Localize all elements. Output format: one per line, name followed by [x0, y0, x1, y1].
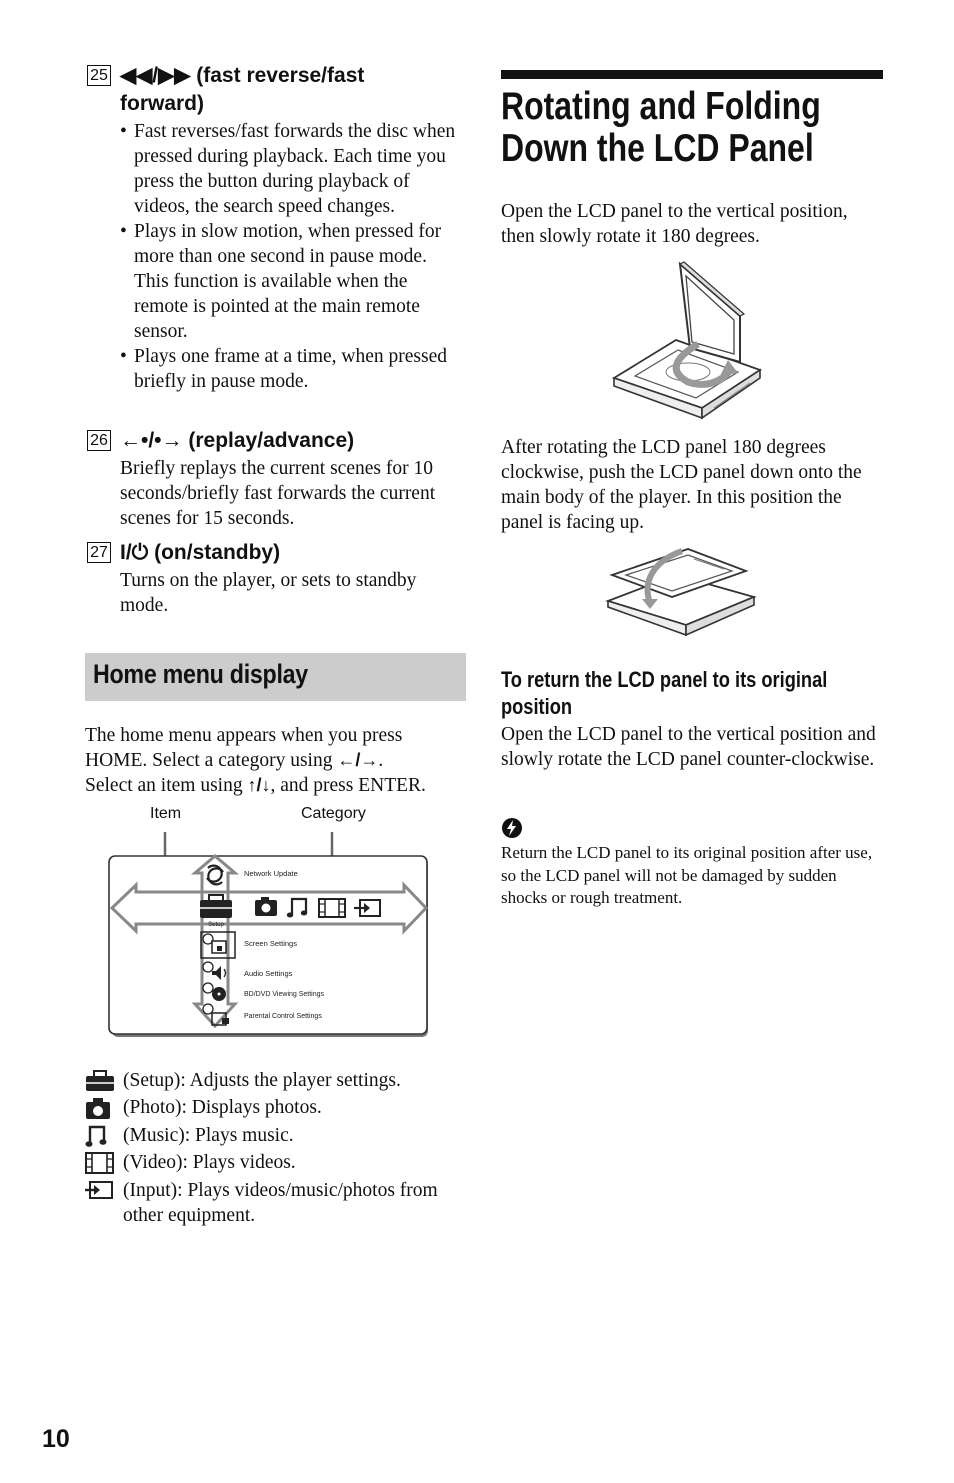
network-update-label: Network Update	[244, 869, 298, 878]
home-menu-screen-diagram	[108, 828, 432, 1040]
home-menu-section-header	[85, 653, 466, 701]
rotating-para-2: After rotating the LCD panel 180 degrees clockwise, push the LCD panel down onto the main body of the player. In this position the panel is facing up.	[501, 437, 862, 533]
page-title-line: Rotating and Folding	[501, 85, 821, 128]
section-title: Home menu display	[93, 659, 308, 689]
item-26-heading	[87, 427, 467, 455]
intro-line: The home menu appears when you press	[85, 725, 403, 746]
intro-line	[85, 748, 475, 773]
diagram-label-category: Category	[301, 805, 366, 822]
item-25-title-line2: forward)	[120, 92, 204, 115]
list-item: • Plays one frame at a time, when pressed briefly in pause mode.	[120, 344, 465, 394]
item-25-heading	[87, 62, 467, 118]
diagram-label-item: Item	[150, 805, 182, 822]
item-27-text: Turns on the player, or sets to standby mode.	[120, 570, 417, 616]
setup-icon	[85, 1069, 115, 1093]
rotating-para-1: Open the LCD panel to the vertical position, then slowly rotate it 180 degrees.	[501, 201, 848, 247]
page-number: 10	[42, 1425, 70, 1453]
legend-text: (Photo): Displays photos.	[123, 1097, 322, 1118]
legend-photo	[85, 1095, 470, 1120]
intro-line	[85, 773, 475, 798]
input-icon	[85, 1179, 115, 1203]
player-fold-illustration	[604, 545, 759, 645]
item-26-title: ←•/•→ (replay/advance)	[120, 429, 355, 452]
legend-video	[85, 1150, 470, 1175]
menu-item-screen-settings: Screen Settings	[244, 939, 297, 948]
legend-setup	[85, 1068, 470, 1093]
item-26-text: Briefly replays the current scenes for 10 seconds/briefly fast forwards the current scenes for 15 seconds.	[120, 458, 436, 529]
item-25-title-line1: ◀◀/▶▶ (fast reverse/fast	[120, 64, 365, 87]
note-text: Return the LCD panel to its original position after use, so the LCD panel will not be damaged by sudden shocks or rough treatment.	[501, 843, 873, 907]
list-item: • Fast reverses/fast forwards the disc when pressed during playback. Each time you press the button during playback of videos, the search speed changes.	[120, 119, 465, 219]
page-title-line: Down the LCD Panel	[501, 127, 814, 170]
video-icon	[85, 1151, 115, 1175]
page-title	[501, 86, 886, 170]
item-25-bullets	[120, 119, 465, 394]
item-number-box: 27	[87, 542, 111, 563]
item-27-heading	[87, 539, 467, 567]
legend-text: (Setup): Adjusts the player settings.	[123, 1070, 401, 1091]
rotating-para-3: Open the LCD panel to the vertical position and slowly rotate the LCD panel counter-clockwise.	[501, 724, 876, 770]
intro-text: HOME. Select a category using	[85, 750, 338, 771]
item-number-box: 26	[87, 430, 111, 451]
photo-icon	[85, 1096, 115, 1120]
up-down-arrows: ↑/↓	[247, 775, 271, 795]
left-right-arrows: ←/→	[337, 750, 379, 770]
menu-item-audio-settings: Audio Settings	[244, 969, 293, 978]
legend-text: (Input): Plays videos/music/photos from other equipment.	[123, 1180, 438, 1226]
intro-text: , and press ENTER.	[270, 775, 426, 796]
item-27-title: I/⏻ (on/standby)	[120, 541, 281, 564]
legend-text: (Music): Plays music.	[123, 1125, 294, 1146]
title-rule	[501, 70, 883, 79]
setup-label: Setup	[208, 922, 224, 928]
legend-input	[85, 1178, 470, 1228]
player-rotate-illustration	[610, 258, 765, 423]
legend-text: (Video): Plays videos.	[123, 1152, 296, 1173]
item-number-box: 25	[87, 65, 111, 86]
menu-item-parental-control-settings: Parental Control Settings	[244, 1013, 322, 1020]
return-panel-subheading: To return the LCD panel to its original position	[501, 667, 828, 719]
list-item: • Plays in slow motion, when pressed for more than one second in pause mode. This function is available when the remote is pointed at the main remote sensor.	[120, 219, 465, 344]
menu-item-bd-dvd-viewing-settings: BD/DVD Viewing Settings	[244, 991, 325, 998]
intro-text: Select an item using	[85, 775, 248, 796]
home-menu-intro	[85, 723, 475, 798]
intro-text: .	[378, 750, 384, 771]
music-icon	[85, 1124, 115, 1148]
legend-music	[85, 1123, 470, 1148]
note-icon	[501, 817, 523, 839]
